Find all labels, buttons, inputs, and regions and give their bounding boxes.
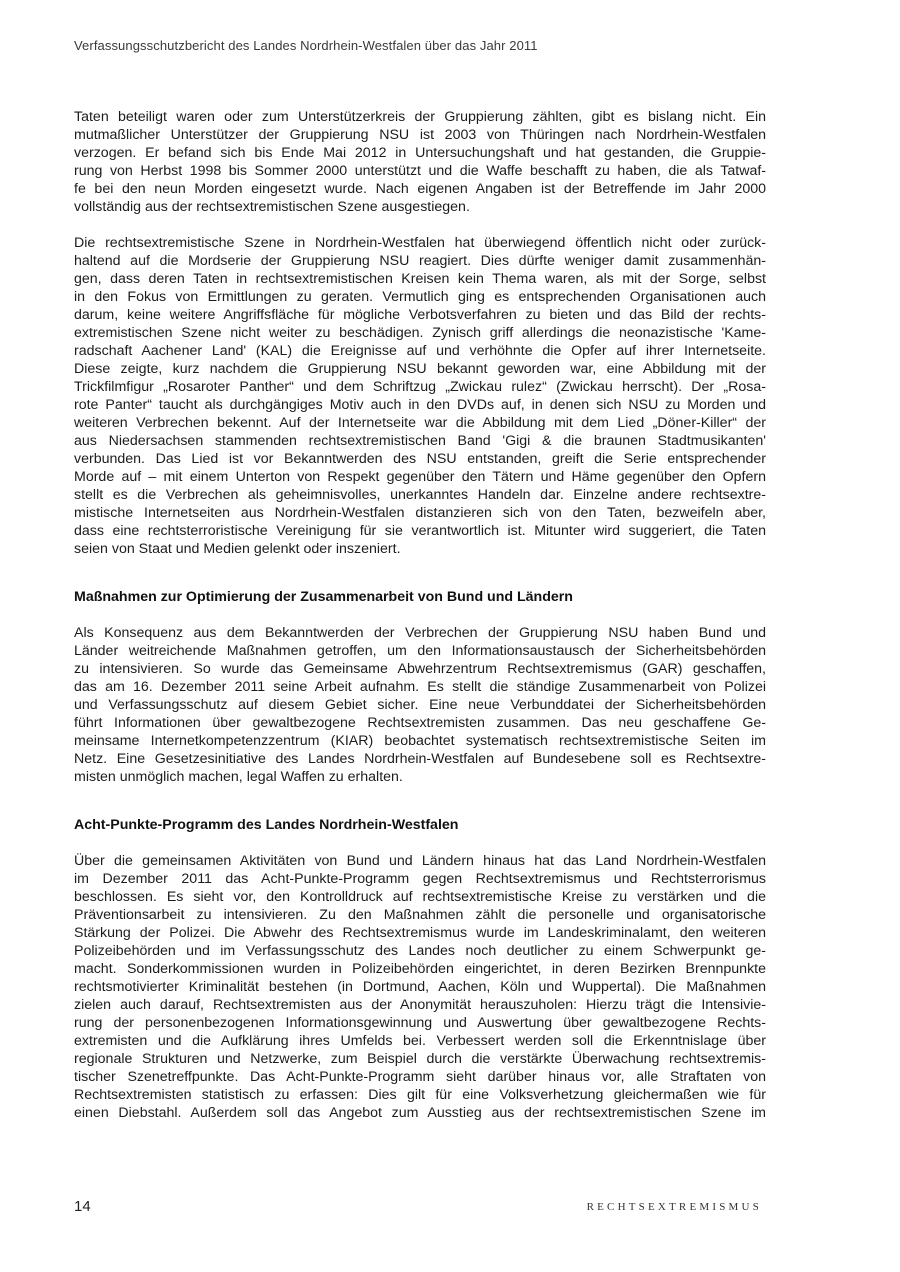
- text-line: Trickfilmfigur „Rosaroter Panther“ und dem Schriftzug „Zwickau rulez“ (Zwickau herrscht). Der „Rosa-: [74, 379, 766, 395]
- text-line: und Verfassungsschutz auf diesem Gebiet sicher. Eine neue Verbunddatei der Sicherheitsbehörden: [74, 697, 766, 713]
- text-line: aus Niedersachsen stammenden rechtsextremistischen Band 'Gigi & die braunen Stadtmusikanten': [74, 433, 766, 449]
- section-heading-bund-laender: Maßnahmen zur Optimierung der Zusammenarbeit von Bund und Ländern: [74, 589, 573, 605]
- text-line: Taten beteiligt waren oder zum Unterstützerkreis der Gruppierung zählten, gibt es bislang nicht. Ein: [74, 109, 766, 125]
- text-line: verbunden. Das Lied ist vor Bekanntwerden des NSU entstanden, greift die Serie entsprechender: [74, 451, 766, 467]
- text-line: einen Diebstahl. Außerdem soll das Angebot zum Ausstieg aus der rechtsextremistischen Szene im: [74, 1105, 766, 1121]
- text-line: gen, dass deren Taten in rechtsextremistischen Kreisen kein Thema waren, als mit der Sorge, selbst: [74, 271, 766, 287]
- document-body: [74, 108, 766, 1140]
- text-line: extremistischen Szene nicht weiter zu beschädigen. Zynisch griff allerdings die neonazistische 'Kame-: [74, 325, 766, 341]
- text-line: Netz. Eine Gesetzesinitiative des Landes Nordrhein-Westfalen auf Bundesebene soll es Rechtsextre-: [74, 751, 766, 767]
- text-line: Präventionsarbeit zu intensivieren. Zu den Maßnahmen zählt die personelle und organisatorische: [74, 907, 766, 923]
- text-line: Länder weitreichende Maßnahmen getroffen, um den Informationsaustausch der Sicherheitsbehörden: [74, 643, 766, 659]
- running-header: Verfassungsschutzbericht des Landes Nordrhein-Westfalen über das Jahr 2011: [74, 38, 538, 53]
- text-line: Über die gemeinsamen Aktivitäten von Bund und Ländern hinaus hat das Land Nordrhein-Westfalen: [74, 853, 766, 869]
- paragraph-2: [74, 234, 766, 558]
- text-line: führt Informationen über gewaltbezogene Rechtsextremisten zusammen. Das neu geschaffene Ge-: [74, 715, 766, 731]
- text-line: mistische Internetseiten aus Nordrhein-Westfalen distanzieren sich von den Taten, bezweifeln aber,: [74, 505, 766, 521]
- text-line: Polizeibehörden und im Verfassungsschutz des Landes noch deutlicher zu einem Schwerpunkt ge-: [74, 943, 766, 959]
- page-number: 14: [74, 1198, 91, 1215]
- text-line: darum, keine weitere Angriffsfläche für mögliche Verbotsverfahren zu bieten und das Bild der rechts-: [74, 307, 766, 323]
- text-line: meinsame Internetkompetenzzentrum (KIAR) beobachtet systematisch rechtsextremistische Seiten im: [74, 733, 766, 749]
- text-line: zu intensivieren. So wurde das Gemeinsame Abwehrzentrum Rechtsextremismus (GAR) geschaffen,: [74, 661, 766, 677]
- text-line: seien von Staat und Medien gelenkt oder inszeniert.: [74, 541, 401, 557]
- text-line: Morde auf – mit einem Unterton von Respekt gegenüber den Tätern und Häme gegenüber den Opfern: [74, 469, 766, 485]
- text-line: fe bei den neun Morden eingesetzt wurde. Nach eigenen Angaben ist der Betreffende im Jahr 2000: [74, 181, 766, 197]
- text-line: Rechtsextremisten statistisch zu erfassen: Dies gilt für eine Volksverhetzung gleichermaßen wie für: [74, 1087, 766, 1103]
- text-line: das am 16. Dezember 2011 seine Arbeit aufnahm. Es stellt die ständige Zusammenarbeit von Polizei: [74, 679, 766, 695]
- text-line: regionale Strukturen und Netzwerke, zum Beispiel durch die verstärkte Überwachung rechtsextremis-: [74, 1051, 766, 1067]
- text-line: stellt es die Verbrechen als geheimnisvolles, unerkanntes Handeln dar. Einzelne andere rechtsextre-: [74, 487, 766, 503]
- text-line: rung von Herbst 1998 bis Sommer 2000 unterstützt und die Waffe beschafft zu haben, die als Tatwaf-: [74, 163, 766, 179]
- text-line: mutmaßlicher Unterstützer der Gruppierung NSU ist 2003 von Thüringen nach Nordrhein-Westfalen: [74, 127, 766, 143]
- text-line: zielen auch darauf, Rechtsextremisten aus der Anonymität herauszuholen: Hierzu trägt die Intensivie-: [74, 997, 766, 1013]
- text-line: rung der personenbezogenen Informationsgewinnung und Auswertung über gewaltbezogene Rechts-: [74, 1015, 766, 1031]
- paragraph-4: [74, 852, 766, 1122]
- paragraph-1: [74, 108, 766, 216]
- text-line: tischer Szenetreffpunkte. Das Acht-Punkte-Programm sieht darüber hinaus vor, alle Straftaten von: [74, 1069, 766, 1085]
- paragraph-3: [74, 624, 766, 786]
- text-line: macht. Sonderkommissionen wurden in Polizeibehörden eingerichtet, in deren Bezirken Brennpunkte: [74, 961, 766, 977]
- text-line: beschlossen. Es sieht vor, den Kontrolldruck auf rechtsextremistische Kreise zu verstärken und die: [74, 889, 766, 905]
- text-line: extremisten und die Aufklärung ihres Umfelds bei. Verbessert werden soll die Erkenntnislage über: [74, 1033, 766, 1049]
- text-line: Die rechtsextremistische Szene in Nordrhein-Westfalen hat überwiegend öffentlich nicht oder zurück-: [74, 235, 766, 251]
- section-heading-acht-punkte: Acht-Punkte-Programm des Landes Nordrhein-Westfalen: [74, 817, 459, 833]
- text-line: haltend auf die Mordserie der Gruppierung NSU reagiert. Dies dürfte weniger damit zusammenhän-: [74, 253, 766, 269]
- text-line: vollständig aus der rechtsextremistischen Szene ausgestiegen.: [74, 199, 470, 215]
- text-line: verzogen. Er befand sich bis Ende Mai 2012 in Untersuchungshaft und hat gestanden, die Gruppie-: [74, 145, 766, 161]
- text-line: weiteren Verbrechen bekennt. Auf der Internetseite war die Abbildung mit dem Lied „Döner-Killer“ der: [74, 415, 766, 431]
- text-line: rechtsmotivierter Kriminalität bestehen (in Dortmund, Aachen, Köln und Wuppertal). Die Maßnahmen: [74, 979, 766, 995]
- text-line: Diese zeigte, kurz nachdem die Gruppierung NSU bekannt geworden war, eine Abbildung mit der: [74, 361, 766, 377]
- text-line: radschaft Aachener Land' (KAL) die Ereignisse auf und verhöhnte die Opfer auf ihrer Internetseite.: [74, 343, 766, 359]
- text-line: misten unmöglich machen, legal Waffen zu erhalten.: [74, 769, 403, 785]
- text-line: dass eine rechtsterroristische Vereinigung für sie verantwortlich ist. Mitunter wird suggeriert, die Taten: [74, 523, 766, 539]
- text-line: Stärkung der Polizei. Die Abwehr des Rechtsextremismus wurde im Landeskriminalamt, den weiteren: [74, 925, 766, 941]
- text-line: im Dezember 2011 das Acht-Punkte-Programm gegen Rechtsextremismus und Rechtsterrorismus: [74, 871, 766, 887]
- text-line: in den Fokus von Ermittlungen zu geraten. Vermutlich ging es entsprechenden Organisationen auch: [74, 289, 766, 305]
- section-label: RECHTSEXTREMISMUS: [586, 1201, 762, 1213]
- text-line: Als Konsequenz aus dem Bekanntwerden der Verbrechen der Gruppierung NSU haben Bund und: [74, 625, 766, 641]
- text-line: rote Panter“ taucht als durchgängiges Motiv auch in den DVDs auf, in denen sich NSU zu Morden und: [74, 397, 766, 413]
